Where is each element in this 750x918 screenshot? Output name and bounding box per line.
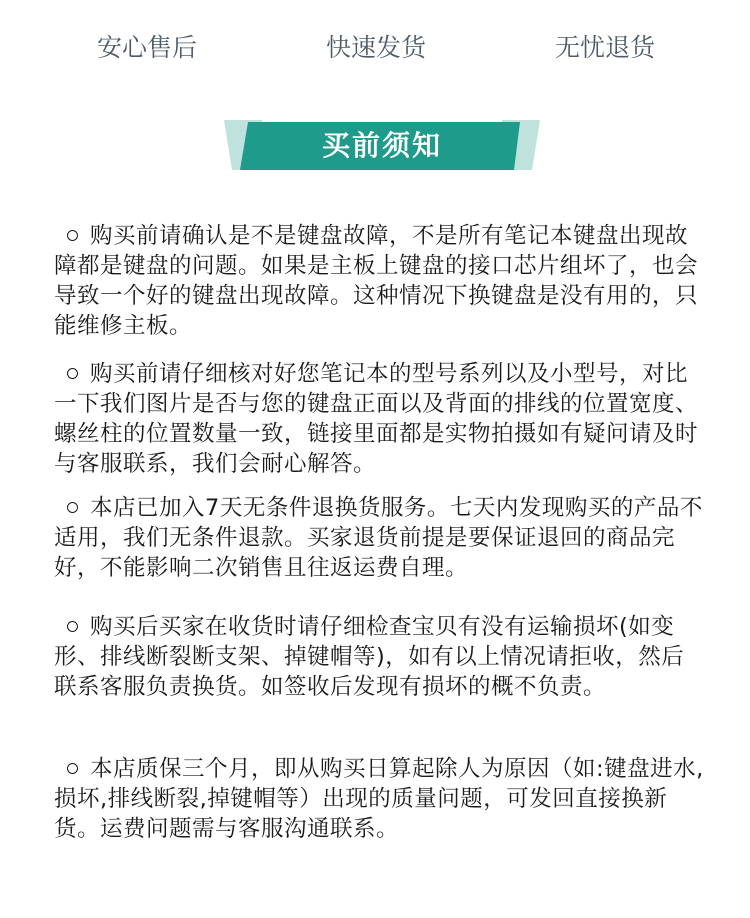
feature-label-fast-shipping: 快速发货 [325, 33, 426, 62]
banner-title: 买前须知 [321, 129, 442, 162]
bullet-icon [67, 502, 78, 513]
notice-item [54, 359, 704, 479]
notice-text: 购买前请确认是不是键盘故障，不是所有笔记本键盘出现故障都是键盘的问题。如果是主板上键盘的接口芯片组坏了，也会导致一个好的键盘出现故障。这种情况下换键盘是没有用的，只能维修主板。 [54, 223, 699, 339]
feature-label-after-sales: 安心售后 [96, 33, 197, 62]
notice-text: 购买前请仔细核对好您笔记本的型号系列以及小型号，对比一下我们图片是否与您的键盘正面以及背面的排线的位置宽度、螺丝柱的位置数量一致，链接里面都是实物拍摄如有疑问请及时与客服联系，我们会耐心解答。 [54, 361, 699, 477]
notice-item [54, 493, 704, 583]
bullet-icon [67, 368, 78, 379]
notice-item [54, 612, 704, 702]
bullet-icon [67, 230, 78, 241]
notice-item [54, 754, 704, 844]
bullet-icon [67, 763, 78, 774]
notice-item [54, 221, 704, 341]
notice-text: 购买后买家在收货时请仔细检查宝贝有没有运输损坏(如变形、排线断裂断支架、掉键帽等)，如有以上情况请拒收，然后联系客服负责换货。如签收后发现有损坏的概不负责。 [54, 614, 685, 700]
notice-text: 本店质保三个月，即从购买日算起除人为原因（如:键盘进水,损坏,排线断裂,掉键帽等）出现的质量问题，可发回直接换新货。运费问题需与客服沟通联系。 [54, 756, 704, 842]
section-banner [224, 118, 540, 174]
notice-text: 本店已加入7天无条件退换货服务。七天内发现购买的产品不适用，我们无条件退款。买家退货前提是要保证退回的商品完好，不能影响二次销售且往返运费自理。 [54, 495, 703, 581]
bullet-icon [67, 621, 78, 632]
feature-label-easy-return: 无忧退货 [554, 33, 655, 62]
